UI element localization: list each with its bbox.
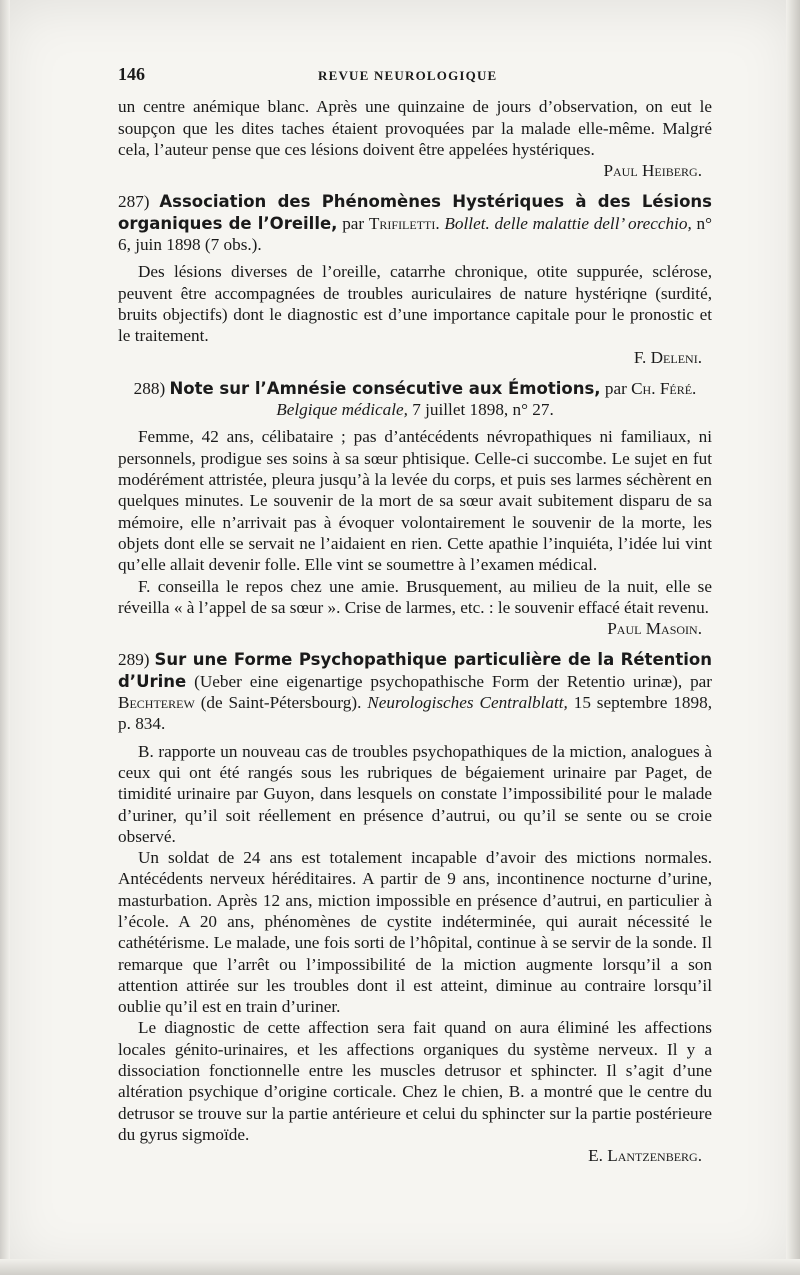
entry-289-signature: E. Lantzenberg.: [588, 1146, 702, 1166]
scan-edge-right: [786, 0, 800, 1275]
entry-subtitle: (Ueber eine eigenartige psychopathische Form der Retentio urinæ),: [194, 671, 683, 691]
journal-title: REVUE NEUROLOGIQUE: [318, 68, 498, 83]
scan-edge-left: [0, 0, 10, 1275]
text-column: [118, 64, 712, 1167]
entry-by: par: [604, 378, 627, 398]
entry-source: Bollet. delle malattie dell’ orecchio,: [444, 213, 692, 233]
entry-288-signature: Paul Masoin.: [607, 619, 702, 639]
intro-paragraph: un centre anémique blanc. Après une quinzaine de jours d’observation, on eut le soupçon que les dites taches étaient provoquées par la malade elle-même. Malgré cela, l’auteur pense que ces lésions doivent être appelées hystériques.: [118, 97, 712, 159]
entry-title: Note sur l’Amnésie consécutive aux Émotions,: [169, 378, 601, 398]
entry-289-heading: [118, 649, 712, 734]
entry-287-paragraph-1: Des lésions diverses de l’oreille, catarrhe chronique, otite suppurée, sclérose, peuvent être accompagnées de troubles auriculaires de nature hystériqne (surdité, bruits objectifs) dont le diagnostic est d’une importance capitale pour le pronostic et le traitement.: [118, 262, 712, 346]
entry-289-paragraph-2: Un soldat de 24 ans est totalement incapable d’avoir des mictions normales. Antécédents nerveux héréditaires. A partir de 9 ans, incontinence nocturne d’urine, masturbation. Après 12 ans, miction impossible en présence d’autrui, en particulier à l’école. A 20 ans, phénomènes de cystite indéterminée, qui aurait nécessité le cathétérisme. Le malade, une fois sorti de l’hôpital, continue à se servir de la sonde. Il remarque que l’arrêt ou l’impossibilité de la miction augmente lorsqu’il a son attention attirée sur les troubles dont il est atteint, diminue au contraire lorsqu’il oublie qu’il est en train d’uriner.: [118, 848, 712, 1017]
entry-affiliation: (de Saint-Pétersbourg).: [200, 693, 362, 713]
running-header: [118, 64, 712, 86]
entry-number: 289): [118, 650, 150, 670]
page-number: 146: [118, 64, 145, 84]
entry-288-reference: [118, 399, 712, 420]
entry-title: Association des Phénomènes Hystériques à des Lésions organiques de l’Oreille,: [118, 192, 712, 233]
intro-signature: Paul Heiberg.: [603, 161, 702, 181]
entry-title: Sur une Forme Psychopathique particulière de la Rétention d’Urine: [118, 650, 713, 691]
entry-287-signature: F. Deleni.: [633, 347, 702, 367]
entry-287-heading: [118, 191, 712, 255]
entry-by: par: [690, 671, 713, 691]
entry-number: 287): [118, 192, 150, 212]
entry-289-paragraph-1: B. rapporte un nouveau cas de troubles psychopathiques de la miction, analogues à ceux qui ont été rangés sous les rubriques de bégaiement urinaire par Paget, de timidité urinaire par Guyon, dans lesquels on constate l’impossibilité pour le malade d’uriner, qu’il soit réellement en présence d’autrui, ou qu’il se sente ou se croie observé.: [118, 741, 712, 846]
scan-edge-bottom: [0, 1259, 800, 1275]
entry-by: par: [342, 213, 365, 233]
entry-date: 7 juillet 1898, n° 27.: [412, 400, 554, 420]
entry-288-heading: [118, 378, 712, 399]
entry-date: n° 6, juin 1898 (7 obs.).: [118, 213, 713, 255]
entry-source: Belgique médicale,: [276, 400, 408, 420]
entry-289-paragraph-3: Le diagnostic de cette affection sera fait quand on aura éliminé les affections locales génito-urinaires, et les affections organiques du système nerveux. Il y a dissociation fonctionnelle entre les muscles detrusor et sphincter. Il s’agit d’une altération psychique d’origine corticale. Chez le chien, B. a montré que le centre du detrusor se trouve sur la partie antérieure et celui du sphincter sur la partie postérieure du gyrus sigmoïde.: [118, 1018, 712, 1144]
entry-number: 288): [133, 378, 166, 398]
entry-author: Trifiletti.: [368, 213, 440, 233]
entry-source: Neurologisches Centralblatt,: [367, 693, 568, 713]
entry-288-paragraph-2: F. conseilla le repos chez une amie. Brusquement, au milieu de la nuit, elle se réveilla « à l’appel de sa sœur ». Crise de larmes, etc. : le souvenir effacé était revenu.: [118, 576, 712, 617]
entry-date: 15 septembre 1898, p. 834.: [118, 693, 712, 734]
entry-author: Bechterew: [118, 693, 195, 713]
entry-288-paragraph-1: Femme, 42 ans, célibataire ; pas d’antécédents névropathiques ni familiaux, ni personnels, prodigue ses soins à sa sœur phtisique. Celle-ci succombe. Le sujet en fut modérément attristée, pleura jusqu’à la levée du corps, et puis ses larmes séchèrent en quelques minutes. Le souvenir de la mort de sa sœur avait subitement disparu de sa mémoire, elle n’arrivait pas à évoquer volontairement le souvenir de la morte, les objets dont elle se servait ne l’aidaient en rien. Cette apathie l’inquiéta, l’idée lui vint qu’elle allait devenir folle. Elle vint se soumettre à l’examen médical.: [118, 427, 712, 575]
entry-author: Ch. Féré.: [631, 378, 697, 398]
